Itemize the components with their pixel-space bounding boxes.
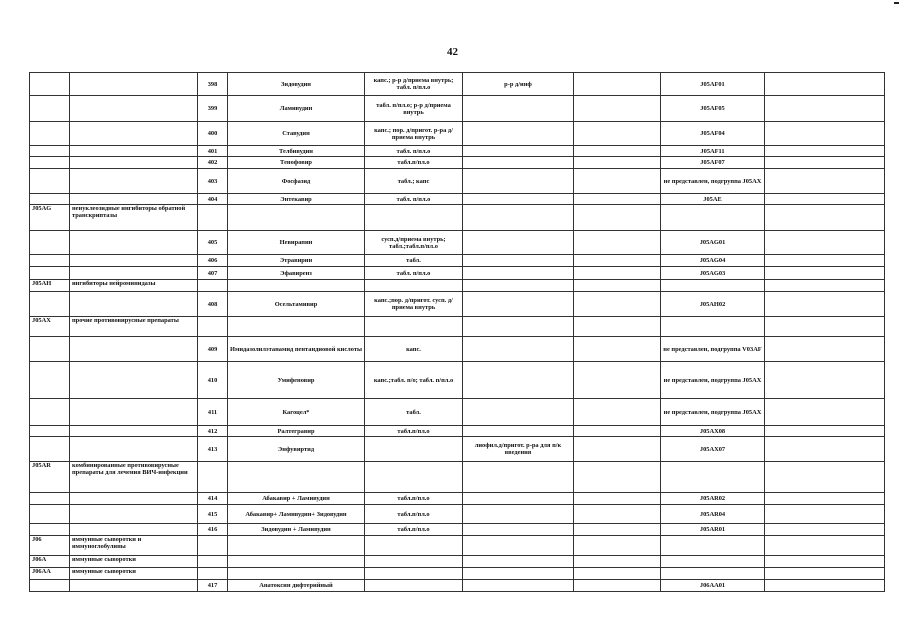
dosage-form: табл.п/пл.о [365,157,463,169]
notes-cell [765,505,885,524]
dosage-form: сусп.д/приема внутрь; табл.;табл.п/пл.о [365,231,463,255]
atc-group-code: J06A [30,556,70,568]
notes-cell [765,292,885,317]
blank-cell [574,292,661,317]
row-number: 405 [198,231,228,255]
atc-code: не представлен, подгруппа J05AX [661,399,765,426]
atc-group-name [70,337,198,362]
atc-code: J05AF01 [661,73,765,96]
notes-cell [765,568,885,580]
atc-group-code [30,231,70,255]
atc-group-name [70,122,198,146]
row-number: 411 [198,399,228,426]
atc-group-code [30,505,70,524]
atc-code: J05AX08 [661,426,765,437]
notes-cell [765,73,885,96]
row-number: 409 [198,337,228,362]
drug-name [228,280,365,292]
notes-cell [765,96,885,122]
dosage-form: табл.п/пл.о [365,426,463,437]
atc-code [661,462,765,493]
row-number: 416 [198,524,228,536]
dosage-form-extra [463,231,574,255]
atc-group-name [70,493,198,505]
atc-group-code [30,255,70,267]
dosage-form: табл. [365,399,463,426]
atc-group-name [70,96,198,122]
row-number: 407 [198,267,228,280]
scan-mark [894,2,899,4]
notes-cell [765,362,885,399]
drug-name: Ставудин [228,122,365,146]
dosage-form [365,580,463,592]
atc-group-code: J05AR [30,462,70,493]
row-number [198,317,228,337]
dosage-form-extra [463,146,574,157]
atc-code: J05AR04 [661,505,765,524]
dosage-form: табл. п/пл.о [365,146,463,157]
atc-group-code [30,362,70,399]
atc-group-name [70,267,198,280]
drug-name [228,317,365,337]
drug-name: Умифеновир [228,362,365,399]
notes-cell [765,205,885,231]
atc-code: не представлен, подгруппа V03AF [661,337,765,362]
blank-cell [574,73,661,96]
atc-group-name [70,157,198,169]
blank-cell [574,194,661,205]
notes-cell [765,580,885,592]
table-row [30,205,885,231]
row-number: 417 [198,580,228,592]
notes-cell [765,146,885,157]
dosage-form-extra [463,426,574,437]
dosage-form-extra [463,169,574,194]
dosage-form-extra [463,536,574,556]
blank-cell [574,437,661,462]
atc-group-name: ингибиторы нейроминидазы [70,280,198,292]
dosage-form: капс.;пор. д/пригот. сусп. д/приема внутрь [365,292,463,317]
page-number: 42 [447,46,458,58]
atc-group-name [70,292,198,317]
atc-code: J05AR02 [661,493,765,505]
dosage-form [365,462,463,493]
drug-name: Этравирин [228,255,365,267]
atc-group-code [30,73,70,96]
atc-code: J05AG04 [661,255,765,267]
drug-name [228,568,365,580]
dosage-form-extra [463,505,574,524]
dosage-form [365,280,463,292]
row-number [198,568,228,580]
blank-cell [574,505,661,524]
atc-code [661,317,765,337]
table-row [30,280,885,292]
row-number: 399 [198,96,228,122]
row-number: 404 [198,194,228,205]
atc-code: J05AF04 [661,122,765,146]
atc-group-code [30,580,70,592]
notes-cell [765,536,885,556]
dosage-form-extra [463,122,574,146]
atc-group-name [70,169,198,194]
dosage-form-extra [463,568,574,580]
row-number: 400 [198,122,228,146]
dosage-form-extra [463,580,574,592]
row-number [198,556,228,568]
table-row [30,337,885,362]
row-number: 410 [198,362,228,399]
atc-group-code [30,437,70,462]
dosage-form-extra [463,194,574,205]
drug-name [228,556,365,568]
atc-group-code [30,157,70,169]
notes-cell [765,231,885,255]
drug-name: Анатоксин дифтерийный [228,580,365,592]
atc-group-code [30,122,70,146]
atc-code: J05AF07 [661,157,765,169]
dosage-form: капс.; пор. д/пригот. р-ра д/приема внутрь [365,122,463,146]
drug-name [228,462,365,493]
atc-code: J05AE [661,194,765,205]
dosage-form: капс. [365,337,463,362]
atc-code: J05AF05 [661,96,765,122]
blank-cell [574,231,661,255]
blank-cell [574,255,661,267]
notes-cell [765,493,885,505]
dosage-form: табл.п/пл.о [365,505,463,524]
table-row [30,556,885,568]
dosage-form-extra [463,462,574,493]
notes-cell [765,255,885,267]
atc-group-code: J05AH [30,280,70,292]
notes-cell [765,556,885,568]
dosage-form: табл. п/пл.о [365,194,463,205]
drug-name: Энтекавир [228,194,365,205]
notes-cell [765,157,885,169]
atc-group-name: иммунные сыворотки и иммуноглобулины [70,536,198,556]
row-number: 406 [198,255,228,267]
table-row [30,231,885,255]
table-row [30,146,885,157]
dosage-form-extra [463,337,574,362]
dosage-form-extra [463,556,574,568]
drug-name [228,205,365,231]
atc-group-code [30,267,70,280]
row-number: 408 [198,292,228,317]
dosage-form-extra [463,493,574,505]
notes-cell [765,426,885,437]
table-row [30,437,885,462]
table-row [30,493,885,505]
notes-cell [765,437,885,462]
atc-group-code [30,524,70,536]
atc-code [661,556,765,568]
table-row [30,194,885,205]
atc-group-name: иммунные сыворотки [70,568,198,580]
atc-group-name [70,580,198,592]
blank-cell [574,426,661,437]
table-row [30,267,885,280]
drug-name: Эфавиренз [228,267,365,280]
blank-cell [574,362,661,399]
table-row [30,292,885,317]
atc-group-code [30,426,70,437]
drug-name: Ламивудин [228,96,365,122]
atc-group-name [70,524,198,536]
atc-group-code [30,96,70,122]
atc-group-code [30,146,70,157]
dosage-form-extra [463,362,574,399]
notes-cell [765,399,885,426]
blank-cell [574,493,661,505]
row-number [198,280,228,292]
notes-cell [765,169,885,194]
atc-group-name [70,194,198,205]
atc-group-name [70,231,198,255]
table-row [30,96,885,122]
atc-group-code: J05AG [30,205,70,231]
atc-group-code [30,337,70,362]
blank-cell [574,280,661,292]
drug-name: Абакавир + Ламивудин [228,493,365,505]
atc-group-code: J06 [30,536,70,556]
dosage-form-extra: р-р д/инф [463,73,574,96]
blank-cell [574,122,661,146]
table-row [30,580,885,592]
atc-group-name [70,426,198,437]
atc-group-name: ненуклеозидные ингибиторы обратной транскриптазы [70,205,198,231]
drug-name: Тенофовир [228,157,365,169]
blank-cell [574,96,661,122]
atc-code: не представлен, подгруппа J05AX [661,362,765,399]
drug-name: Кагоцел* [228,399,365,426]
table-row [30,462,885,493]
row-number: 398 [198,73,228,96]
atc-group-code [30,493,70,505]
atc-code: J05AG03 [661,267,765,280]
atc-group-name: комбинированные противовирусные препараты для лечения ВИЧ-инфекции [70,462,198,493]
atc-group-code [30,194,70,205]
notes-cell [765,462,885,493]
atc-group-code [30,169,70,194]
dosage-form-extra [463,157,574,169]
dosage-form-extra [463,317,574,337]
dosage-form-extra: лиофил.д/пригот. р-ра для п/к введения [463,437,574,462]
drug-name: Ралтегравир [228,426,365,437]
atc-group-code [30,292,70,317]
notes-cell [765,317,885,337]
table-row [30,505,885,524]
blank-cell [574,317,661,337]
table-row [30,255,885,267]
row-number [198,205,228,231]
notes-cell [765,267,885,280]
dosage-form: табл. [365,255,463,267]
row-number: 415 [198,505,228,524]
blank-cell [574,462,661,493]
dosage-form [365,556,463,568]
table-row [30,399,885,426]
row-number: 412 [198,426,228,437]
drug-name: Абакавир+ Ламивудин+ Зидовудин [228,505,365,524]
dosage-form [365,317,463,337]
table-row [30,568,885,580]
table-row [30,362,885,399]
atc-code: не представлен, подгруппа J05AX [661,169,765,194]
atc-group-name [70,146,198,157]
blank-cell [574,337,661,362]
drug-name: Зидовудин [228,73,365,96]
table-row [30,169,885,194]
notes-cell [765,122,885,146]
dosage-form: капс.; р-р д/приема внутрь; табл. п/пл.о [365,73,463,96]
atc-group-name [70,399,198,426]
table-row [30,536,885,556]
atc-group-name [70,437,198,462]
blank-cell [574,556,661,568]
row-number: 413 [198,437,228,462]
dosage-form: табл.п/пл.о [365,493,463,505]
drug-name: Имидазолилэтанамид пентандиовой кислоты [228,337,365,362]
blank-cell [574,536,661,556]
notes-cell [765,194,885,205]
drug-name: Телбивудин [228,146,365,157]
drug-name: Осельтамивир [228,292,365,317]
atc-code: J05AR01 [661,524,765,536]
dosage-form-extra [463,292,574,317]
table-row [30,122,885,146]
dosage-form-extra [463,267,574,280]
blank-cell [574,146,661,157]
atc-group-name: прочие противовирусные препараты [70,317,198,337]
atc-group-code: J06AA [30,568,70,580]
table-row [30,73,885,96]
blank-cell [574,157,661,169]
row-number: 414 [198,493,228,505]
blank-cell [574,399,661,426]
atc-group-name [70,73,198,96]
atc-group-code: J05AX [30,317,70,337]
atc-code [661,568,765,580]
atc-code: J06AA01 [661,580,765,592]
atc-code: J05AG01 [661,231,765,255]
atc-code [661,536,765,556]
dosage-form-extra [463,96,574,122]
blank-cell [574,580,661,592]
dosage-form: табл.; капс [365,169,463,194]
dosage-form [365,536,463,556]
row-number: 402 [198,157,228,169]
row-number [198,462,228,493]
blank-cell [574,524,661,536]
drug-name: Фосфазид [228,169,365,194]
dosage-form [365,437,463,462]
notes-cell [765,337,885,362]
drug-name: Невирапин [228,231,365,255]
atc-code [661,205,765,231]
dosage-form-extra [463,399,574,426]
dosage-form: табл. п/пл.о [365,267,463,280]
atc-code: J05AF11 [661,146,765,157]
row-number: 401 [198,146,228,157]
atc-code [661,280,765,292]
dosage-form [365,568,463,580]
dosage-form: капс.;табл. п/о; табл. п/пл.о [365,362,463,399]
blank-cell [574,568,661,580]
blank-cell [574,169,661,194]
row-number [198,536,228,556]
row-number: 403 [198,169,228,194]
dosage-form-extra [463,255,574,267]
table-row [30,426,885,437]
table-row [30,317,885,337]
blank-cell [574,205,661,231]
drug-name: Зидовудин + Ламивудин [228,524,365,536]
drug-classification-table [29,72,885,592]
atc-group-name [70,255,198,267]
atc-code: J05AH02 [661,292,765,317]
dosage-form: табл. п/пл.о; р-р д/приема внутрь [365,96,463,122]
dosage-form: табл.п/пл.о [365,524,463,536]
drug-name: Энфувиртид [228,437,365,462]
dosage-form-extra [463,524,574,536]
drug-name [228,536,365,556]
atc-group-name: иммунные сыворотки [70,556,198,568]
notes-cell [765,524,885,536]
atc-group-name [70,362,198,399]
blank-cell [574,267,661,280]
table-row [30,524,885,536]
dosage-form-extra [463,205,574,231]
atc-code: J05AX07 [661,437,765,462]
table-row [30,157,885,169]
atc-group-name [70,505,198,524]
notes-cell [765,280,885,292]
atc-group-code [30,399,70,426]
dosage-form-extra [463,280,574,292]
dosage-form [365,205,463,231]
